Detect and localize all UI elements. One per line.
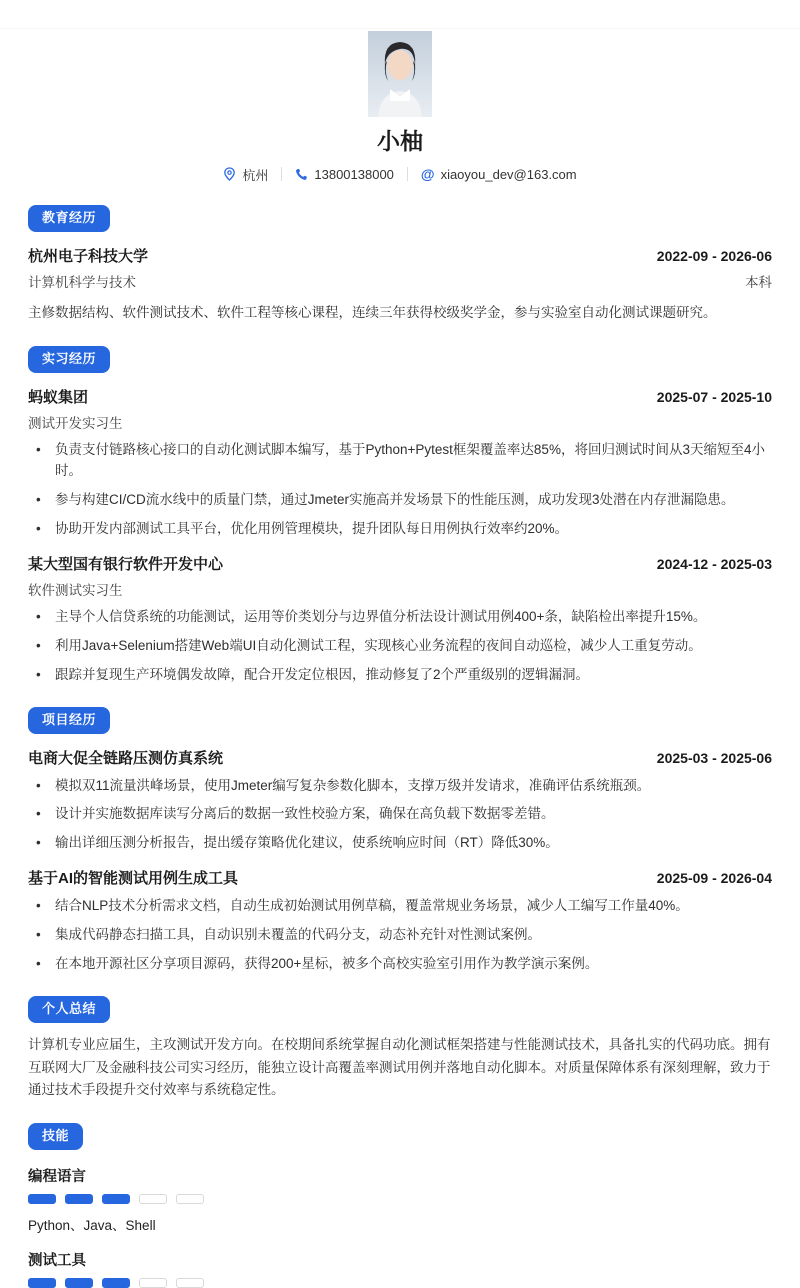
summary-text: 计算机专业应届生，主攻测试开发方向。在校期间系统掌握自动化测试框架搭建与性能测试技术，具备扎实的代码功底。拥有互联网大厂及金融科技公司实习经历，能独立设计高覆盖率测试用例并落地自动化脚本。对质量保障体系有深刻理解，致力于通过技术手段提升交付效率与系统稳定性。 (28, 1036, 771, 1098)
contact-divider (407, 167, 408, 181)
skill-level-segment (139, 1194, 167, 1204)
bullet-item: • 主导个人信贷系统的功能测试，运用等价类划分与边界值分析法设计测试用例400+条，缺陷检出率提升15%。 (28, 606, 772, 628)
contact-phone (295, 167, 394, 182)
skill-level-segment (176, 1278, 204, 1288)
project-entry (28, 747, 772, 855)
contact-divider (281, 167, 282, 181)
company-name: 某大型国有银行软件开发中心 (28, 556, 224, 573)
internship-date-range: 2024-12 - 2025-03 (656, 556, 772, 572)
profile-photo (368, 31, 432, 117)
skill-level-segment (176, 1194, 204, 1204)
skill-name: 编程语言 (28, 1169, 86, 1186)
project-name: 基于AI的智能测试用例生成工具 (28, 870, 239, 888)
bullet-item: • 模拟双11流量洪峰场景，使用Jmeter编写复杂参数化脚本，支撑万级并发请求，准确评估系统瓶颈。 (28, 775, 772, 797)
at-icon: @ (420, 166, 435, 183)
project-entry (28, 867, 772, 975)
skill-item (28, 1165, 772, 1234)
skill-level-segment (28, 1194, 56, 1204)
bullet-item: • 输出详细压测分析报告，提出缓存策略优化建议，使系统响应时间（RT）降低30%。 (28, 832, 772, 854)
skill-level-segment (28, 1278, 56, 1288)
section-internship (28, 346, 772, 686)
education-date-range: 2022-09 - 2026-06 (656, 247, 772, 264)
project-bullet-list (28, 895, 772, 975)
internship-entry (28, 553, 772, 686)
project-bullet-list (28, 775, 772, 855)
education-entry (28, 245, 772, 325)
job-title: 软件测试实习生 (28, 583, 123, 598)
contact-row (28, 165, 772, 184)
contact-location (223, 165, 268, 184)
portrait-illustration (368, 31, 432, 117)
job-title: 测试开发实习生 (28, 415, 123, 431)
company-name: 蚂蚁集团 (28, 388, 89, 406)
section-skills (28, 1123, 772, 1288)
skill-level-bar (28, 1194, 772, 1204)
contact-email-text: xiaoyou_dev@163.com (440, 166, 577, 182)
section-projects (28, 707, 772, 975)
location-pin-icon (223, 167, 236, 181)
skill-level-segment (139, 1278, 167, 1288)
skill-level-segment (102, 1278, 130, 1288)
project-name: 电商大促全链路压测仿真系统 (28, 749, 224, 767)
bullet-item: • 集成代码静态扫描工具，自动识别未覆盖的代码分支，动态补充针对性测试案例。 (28, 924, 772, 946)
phone-icon (295, 168, 308, 181)
section-badge-education: 教育经历 (28, 205, 110, 232)
project-date-range: 2025-09 - 2026-04 (656, 870, 772, 887)
bullet-item: • 参与构建CI/CD流水线中的质量门禁，通过Jmeter实施高并发场景下的性能压测，成功发现3处潜在内存泄漏隐患。 (28, 489, 772, 511)
contact-phone-text: 13800138000 (314, 166, 394, 182)
internship-date-range: 2025-07 - 2025-10 (656, 388, 772, 405)
bullet-item: • 负责支付链路核心接口的自动化测试脚本编写，基于Python+Pytest框架覆盖率达85%，将回归测试时间从3天缩短至4小时。 (28, 439, 772, 483)
project-date-range: 2025-03 - 2025-06 (656, 749, 772, 766)
section-badge-projects: 项目经历 (28, 707, 110, 734)
section-badge-internship: 实习经历 (28, 346, 110, 373)
page-top-margin (0, 0, 800, 29)
resume-header (28, 31, 772, 184)
bullet-item: • 协助开发内部测试工具平台，优化用例管理模块，提升团队每日用例执行效率约20%。 (28, 518, 772, 540)
contact-email (421, 167, 577, 182)
internship-bullet-list (28, 439, 772, 540)
section-badge-summary: 个人总结 (28, 996, 110, 1023)
contact-location-text: 杭州 (242, 167, 269, 183)
bullet-item: • 结合NLP技术分析需求文档，自动生成初始测试用例草稿，覆盖常规业务场景，减少人工编写工作量40%。 (28, 895, 772, 917)
bullet-item: • 跟踪并复现生产环境偶发故障，配合开发定位根因，推动修复了2个严重级别的逻辑漏洞。 (28, 664, 772, 686)
section-education (28, 205, 772, 325)
major-name: 计算机科学与技术 (28, 274, 136, 290)
bullet-item: • 设计并实施数据库读写分离后的数据一致性校验方案，确保在高负载下数据零差错。 (28, 803, 772, 825)
skill-detail: Python、Java、Shell (28, 1218, 156, 1234)
school-name: 杭州电子科技大学 (28, 247, 149, 265)
skill-level-segment (65, 1278, 93, 1288)
skill-name: 测试工具 (28, 1253, 86, 1270)
section-summary (28, 996, 772, 1103)
skill-level-bar (28, 1278, 772, 1288)
degree-level: 本科 (745, 274, 772, 290)
internship-entry (28, 386, 772, 540)
education-description: 主修数据结构、软件测试技术、软件工程等核心课程，连续三年获得校级奖学金，参与实验室自动化测试课题研究。 (28, 304, 717, 320)
section-badge-skills: 技能 (28, 1123, 83, 1150)
candidate-name: 小柚 (377, 128, 423, 154)
internship-bullet-list (28, 606, 772, 686)
skill-level-segment (102, 1194, 130, 1204)
bullet-item: • 利用Java+Selenium搭建Web端UI自动化测试工程，实现核心业务流程的夜间自动巡检，减少人工重复劳动。 (28, 635, 772, 657)
skill-level-segment (65, 1194, 93, 1204)
bullet-item: • 在本地开源社区分享项目源码，获得200+星标，被多个高校实验室引用作为教学演示案例。 (28, 953, 772, 975)
skill-item (28, 1249, 772, 1288)
